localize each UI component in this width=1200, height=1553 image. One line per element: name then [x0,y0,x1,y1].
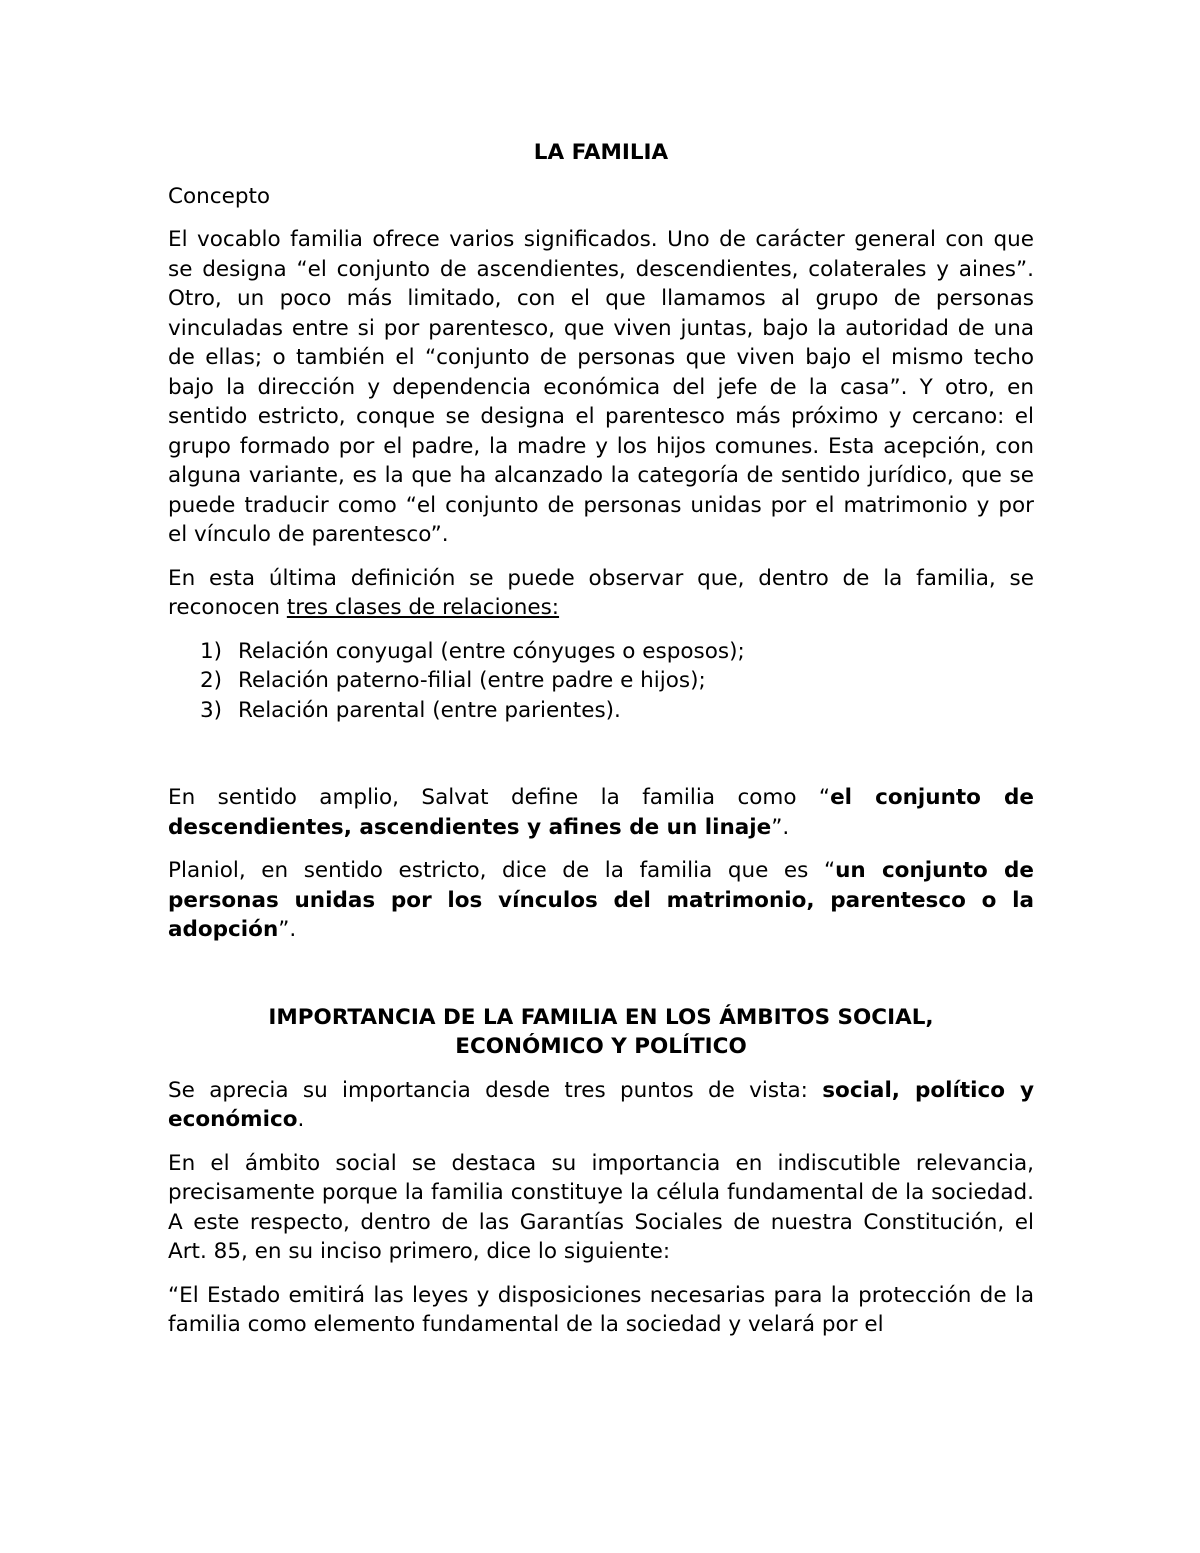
document-title: LA FAMILIA [533,140,669,165]
list-item-text: Relación paterno-filial (entre padre e hijos); [238,668,706,693]
importance-intro: Se aprecia su importancia desde tres puntos de vista: [168,1077,823,1103]
relations-list [168,637,1034,726]
blank-line [168,739,1034,783]
section-heading-line-1: IMPORTANCIA DE LA FAMILIA EN LOS ÁMBITOS SOCIAL, [268,1004,934,1030]
relations-intro-underlined: tres clases de relaciones: [286,595,560,620]
section-heading [168,1003,1034,1062]
section-heading-line-2: ECONÓMICO Y POLÍTICO [455,1034,747,1059]
paragraph-definition: El vocablo familia ofrece varios significados. Uno de carácter general con que se designa “el conjunto de ascendientes, descendientes, colaterales y aines”. Otro, un poco más limitado, con el que llamamos al grupo de personas vinculadas entre si por parentesco, que viven juntas, bajo la autoridad de una de ellas; o también el “conjunto de personas que viven bajo el mismo techo bajo la dirección y dependencia económica del jefe de la casa”. Y otro, en sentido estricto, conque se designa el parentesco más próximo y cercano: el grupo formado por el padre, la madre y los hijos comunes. Esta acepción, con alguna variante, es la que ha alcanzado la categoría de sentido jurídico, que se puede traducir como “el conjunto de personas unidas por el matrimonio y por el vínculo de parentesco”. [168,227,1034,547]
paragraph-planiol [168,856,1034,945]
planiol-intro: Planiol, en sentido estricto, dice de la familia que es “ [168,858,836,883]
list-item-number: 2) [200,668,223,693]
list-item [168,696,1034,726]
paragraph-relations-intro [168,564,1034,623]
paragraph-quote: “El Estado emitirá las leyes y disposiciones necesarias para la protección de la familia como elemento fundamental de la sociedad y velará por el [168,1282,1034,1337]
salvat-closing: ”. [771,814,790,840]
list-item [168,637,1034,667]
list-item-text: Relación parental (entre parientes). [238,697,621,723]
blank-line [168,959,1034,1003]
concept-label: Concepto [168,183,271,209]
importance-closing: . [297,1107,305,1132]
paragraph-social: En el ámbito social se destaca su importancia en indiscutible relevancia, precisamente porque la familia constituye la célula fundamental de la sociedad. A este respecto, dentro de las Garantías Sociales de nuestra Constitución, el Art. 85, en su inciso primero, dice lo siguiente: [168,1150,1034,1264]
relations-intro-text: En esta última definición se puede observar que, dentro de la familia, se reconocen [168,565,1034,620]
planiol-definition: un conjunto de personas unidas por los vínculos del matrimonio, parentesco o la adopción [168,858,1034,942]
paragraph-importance [168,1076,1034,1135]
list-item [168,666,1034,696]
paragraph-salvat [168,783,1034,842]
salvat-definition: el conjunto de descendientes, ascendientes y afines de un linaje [168,785,1034,840]
salvat-intro: En sentido amplio, Salvat define la familia como “ [168,785,831,810]
importance-viewpoints: social, político y económico [168,1077,1035,1132]
list-item-number: 1) [200,638,223,664]
list-item-number: 3) [200,697,223,723]
list-item-text: Relación conyugal (entre cónyuges o esposos); [238,638,745,664]
planiol-closing: ”. [278,917,297,942]
